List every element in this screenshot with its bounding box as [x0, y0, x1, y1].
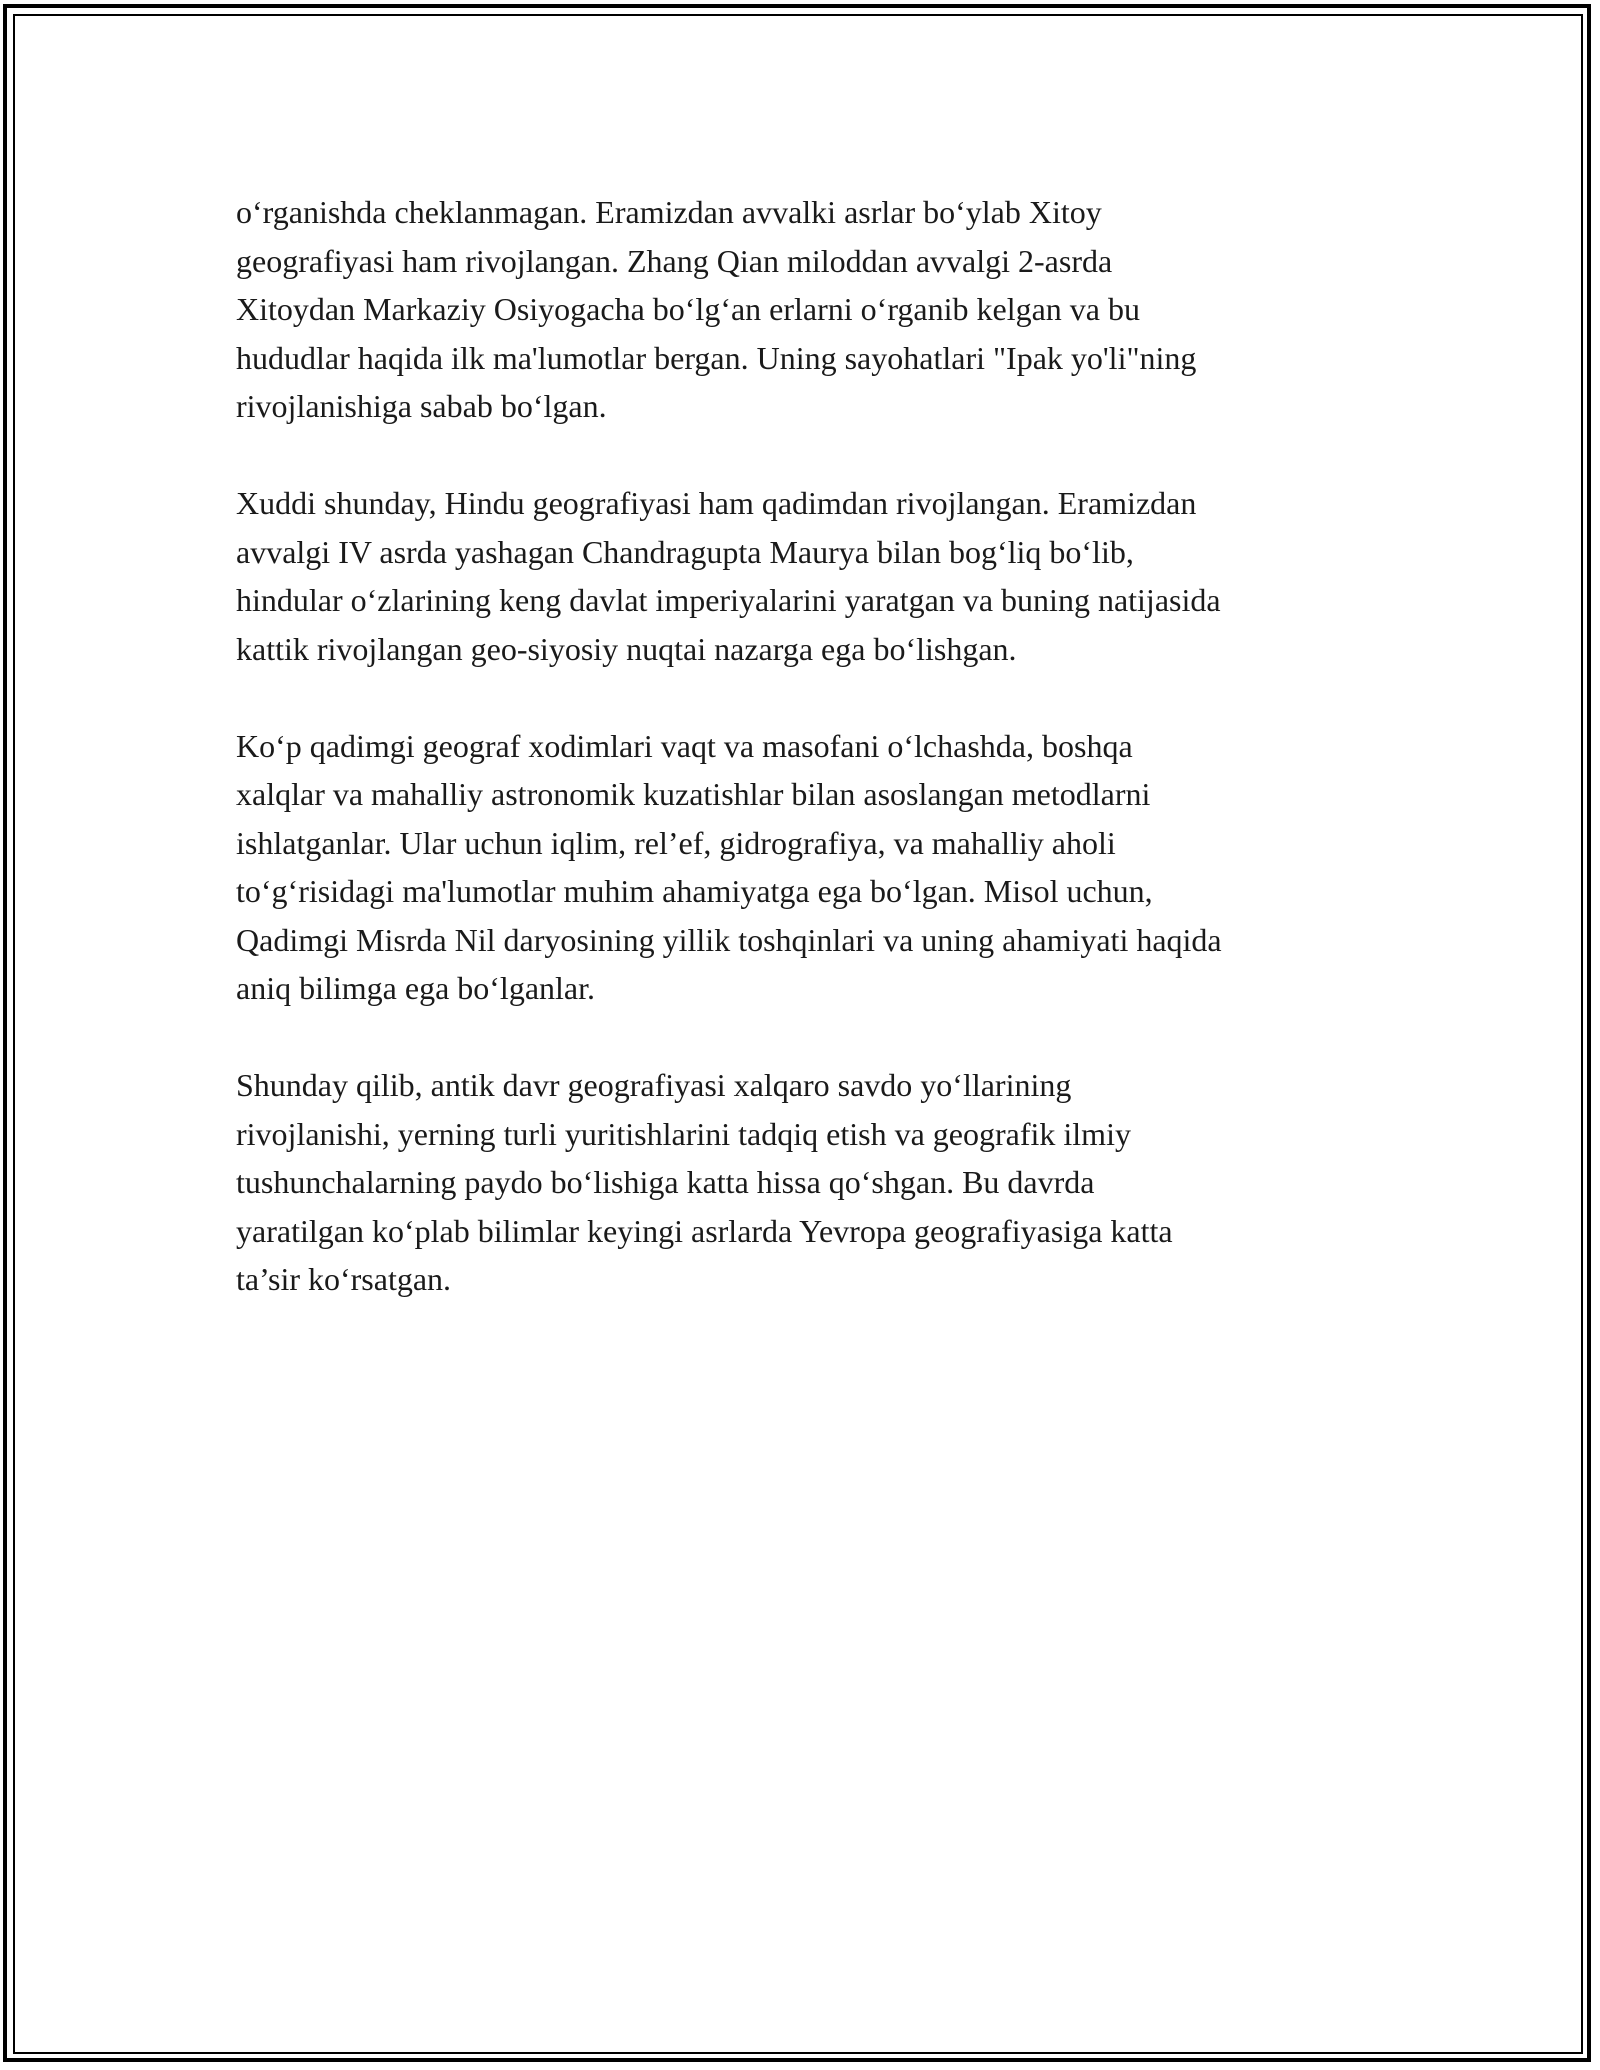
text-line: kattik rivojlangan geo-siyosiy nuqtai nazarga ega bo‘lishgan.: [236, 630, 1017, 667]
text-line: Ko‘p qadimgi geograf xodimlari vaqt va masofani o‘lchashda, boshqa: [236, 727, 1133, 764]
document-body: [236, 188, 1386, 1352]
text-line: tushunchalarning paydo bo‘lishiga katta hissa qo‘shgan. Bu davrda: [236, 1164, 1095, 1200]
text-line: aniq bilimga ega bo‘lganlar.: [236, 970, 595, 1006]
text-line: Xuddi shunday, Hindu geografiyasi ham qadimdan rivojlangan. Eramizdan: [236, 485, 1197, 521]
paragraph-3: [236, 722, 1386, 1013]
text-line: hindular o‘zlarining keng davlat imperiyalarini yaratgan va buning natijasida: [236, 582, 1221, 618]
text-line: Qadimgi Misrda Nil daryosining yillik toshqinlari va uning ahamiyati haqida: [236, 921, 1222, 958]
text-line: avvalgi IV asrda yashagan Chandragupta Maurya bilan bog‘liq bo‘lib,: [236, 533, 1134, 570]
text-line: geografiyasi ham rivojlangan. Zhang Qian miloddan avvalgi 2-asrda: [236, 242, 1113, 279]
text-line: ishlatganlar. Ular uchun iqlim, rel’ef, gidrografiya, va mahalliy aholi: [236, 824, 1116, 861]
text-line: Shunday qilib, antik davr geografiyasi xalqaro savdo yo‘llarining: [236, 1067, 1072, 1103]
paragraph-4: [236, 1061, 1386, 1304]
text-line: rivojlanishi, yerning turli yuritishlarini tadqiq etish va geografik ilmiy: [236, 1115, 1131, 1152]
text-line: to‘g‘risidagi ma'lumotlar muhim ahamiyatga ega bo‘lgan. Misol uchun,: [236, 873, 1153, 909]
text-line: xalqlar va mahalliy astronomik kuzatishlar bilan asoslangan metodlarni: [236, 776, 1151, 812]
paragraph-1: [236, 188, 1386, 431]
text-line: ta’sir ko‘rsatgan.: [236, 1261, 452, 1297]
text-line: hududlar haqida ilk ma'lumotlar bergan. Uning sayohatlari "Ipak yo'li"ning: [236, 339, 1197, 376]
paragraph-2: [236, 479, 1386, 673]
text-line: o‘rganishda cheklanmagan. Eramizdan avvalki asrlar bo‘ylab Xitoy: [236, 194, 1102, 230]
text-line: rivojlanishiga sabab bo‘lgan.: [236, 388, 607, 424]
text-line: yaratilgan ko‘plab bilimlar keyingi asrlarda Yevropa geografiyasiga katta: [236, 1212, 1173, 1249]
text-line: Xitoydan Markaziy Osiyogacha bo‘lg‘an erlarni o‘rganib kelgan va bu: [236, 291, 1140, 327]
